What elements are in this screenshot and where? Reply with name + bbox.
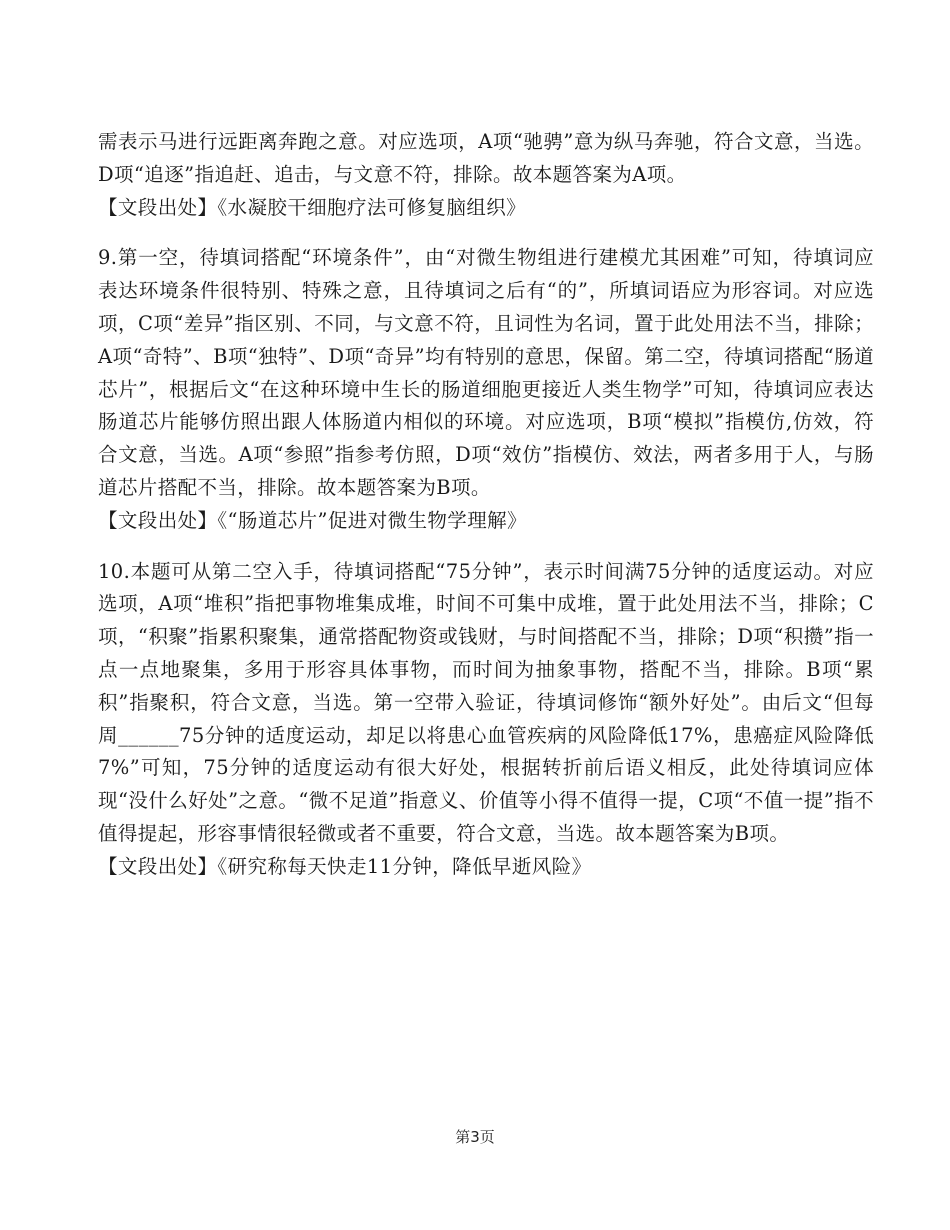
paragraph-8-source: 【文段出处】《水凝胶干细胞疗法可修复脑组织》 [98,195,527,219]
paragraph-10-explanation: 10.本题可从第二空入手，待填词搭配“75分钟”，表示时间满75分钟的适度运动。对应选项，A项“堆积”指把事物堆集成堆，时间不可集中成堆，置于此处用法不当，排除；C项，“积聚”指累积聚集，通常搭配物资或钱财，与时间搭配不当，排除；D项“积攒”指一点一点地聚集，多用于形容具体事物，而时间为抽象事物，搭配不当，排除。B项“累积”指聚积，符合文意，当选。第一空带入验证，待填词修饰“额外好处”。由后文“但每周______75分钟的适度运动，却足以将患心血管疾病的风险降低17%，患癌症风险降低7%”可知，75分钟的适度运动有很大好处，根据转折前后语义相反，此处待填词应体现“没什么好处”之意。“微不足道”指意义、价值等小得不值得一提，C项“不值一提”指不值得提起，形容事情很轻微或者不重要，符合文意，当选。故本题答案为B项。 [98,559,874,845]
paragraph-9-source: 【文段出处】《“肠道芯片”促进对微生物学理解》 [98,508,527,532]
page-number: 第3页 [455,1128,495,1146]
paragraph-8-explanation: 需表示马进行远距离奔跑之意。对应选项，A项“驰骋”意为纵马奔驰，符合文意，当选。D项“追逐”指追赶、追击，与文意不符，排除。故本题答案为A项。 [98,130,874,186]
paragraph-9-explanation: 9.第一空，待填词搭配“环境条件”，由“对微生物组进行建模尤其困难”可知，待填词应表达环境条件很特别、特殊之意，且待填词之后有“的”，所填词语应为形容词。对应选项，C项“差异”指区别、不同，与文意不符，且词性为名词，置于此处用法不当，排除；A项“奇特”、B项“独特”、D项“奇异”均有特别的意思，保留。第二空，待填词搭配“肠道芯片”，根据后文“在这种环境中生长的肠道细胞更接近人类生物学”可知，待填词应表达肠道芯片能够仿照出跟人体肠道内相似的环境。对应选项，B项“模拟”指模仿,仿效，符合文意，当选。A项“参照”指参考仿照，D项“效仿”指模仿、效法，两者多用于人，与肠道芯片搭配不当，排除。故本题答案为B项。 [98,246,874,499]
paragraph-10-source: 【文段出处】《研究称每天快走11分钟，降低早逝风险》 [98,854,592,878]
document-body [98,126,874,884]
